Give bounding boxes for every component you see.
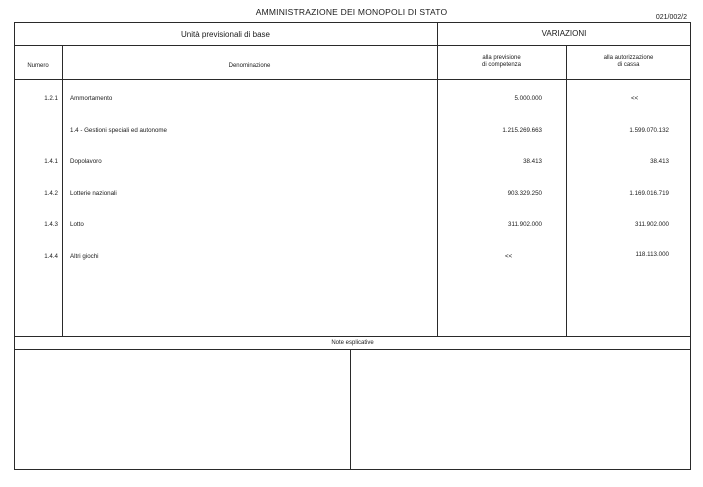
group-header-unita: Unità previsionali di base bbox=[181, 30, 270, 39]
notes-left-area bbox=[15, 350, 349, 469]
column-header-cassa: alla autorizzazione di cassa bbox=[603, 55, 654, 68]
column-header-divider bbox=[14, 79, 691, 80]
row-numero: 1.4.1 bbox=[44, 158, 58, 165]
column-header-denominazione: Denominazione bbox=[228, 63, 271, 69]
row-competenza: 1.215.269.663 bbox=[502, 127, 542, 134]
row-cassa: 311.902.000 bbox=[635, 221, 669, 228]
column-header-numero: Numero bbox=[27, 63, 49, 69]
column-divider-numero bbox=[62, 45, 63, 336]
row-competenza: 5.000.000 bbox=[514, 95, 542, 102]
row-numero: 1.4.2 bbox=[44, 190, 58, 197]
row-denominazione: Lotterie nazionali bbox=[70, 190, 117, 197]
row-cassa: 38.413 bbox=[650, 158, 669, 165]
document-code: 021/002/2 bbox=[655, 14, 687, 21]
row-cassa: << bbox=[631, 95, 639, 102]
row-denominazione: Lotto bbox=[70, 221, 84, 228]
row-competenza: 38.413 bbox=[523, 158, 542, 165]
notes-header: Note esplicative bbox=[331, 340, 374, 346]
page-title: AMMINISTRAZIONE DEI MONOPOLI DI STATO bbox=[255, 7, 448, 17]
row-competenza: 903.329.250 bbox=[507, 190, 542, 197]
row-denominazione: Altri giochi bbox=[70, 253, 99, 260]
row-numero: 1.2.1 bbox=[44, 95, 58, 102]
notes-top-divider bbox=[14, 336, 691, 337]
row-denominazione: Ammortamento bbox=[70, 95, 113, 102]
column-header-competenza: alla previsione di competenza bbox=[481, 55, 522, 68]
notes-right-area bbox=[351, 350, 690, 469]
row-competenza: << bbox=[505, 253, 513, 260]
row-cassa: 1.599.070.132 bbox=[629, 127, 669, 134]
column-divider-variazioni bbox=[437, 22, 438, 336]
row-cassa: 1.169.016.719 bbox=[629, 190, 669, 197]
group-header-variazioni: VARIAZIONI bbox=[541, 29, 587, 38]
row-cassa: 118.113.000 bbox=[635, 251, 669, 258]
row-numero: 1.4.4 bbox=[44, 253, 58, 260]
header-divider bbox=[14, 45, 691, 46]
row-competenza: 311.902.000 bbox=[508, 221, 542, 228]
row-denominazione: 1.4 - Gestioni speciali ed autonome bbox=[70, 127, 167, 134]
row-numero: 1.4.3 bbox=[44, 221, 58, 228]
row-denominazione: Dopolavoro bbox=[70, 158, 102, 165]
